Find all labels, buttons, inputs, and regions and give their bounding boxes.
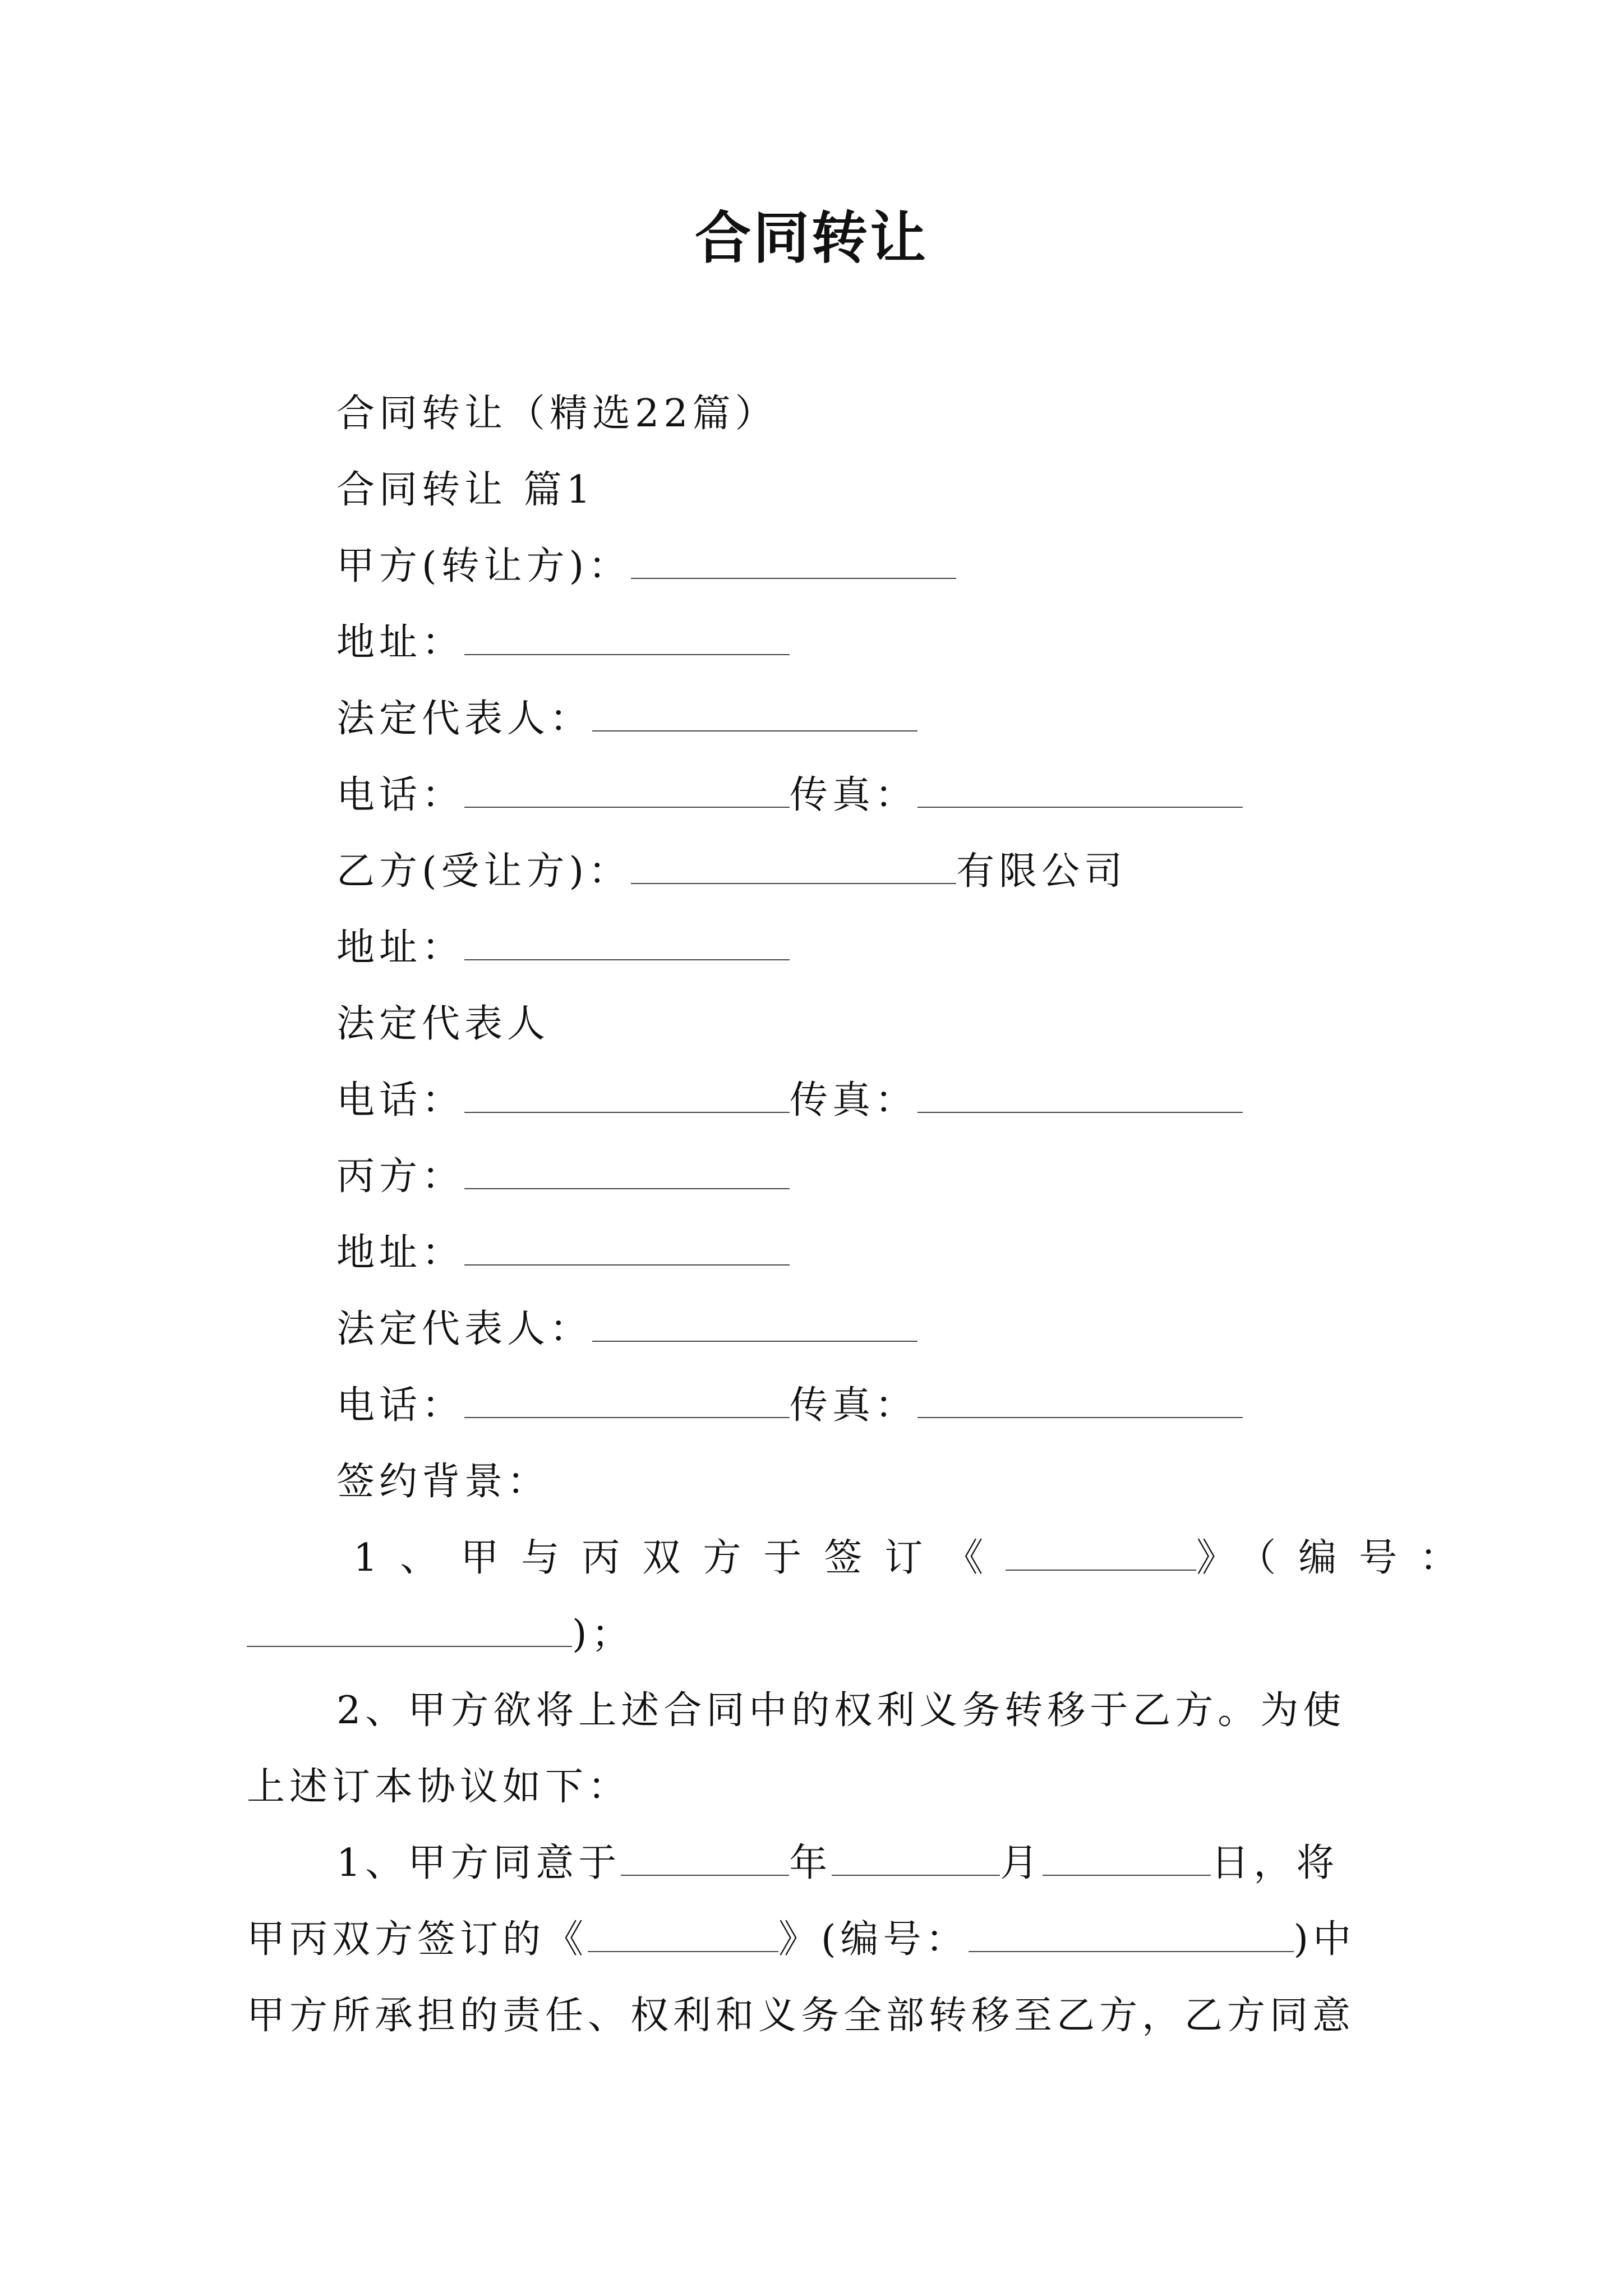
phone-label: 电话： [336,1078,465,1122]
phone-label: 电话： [336,1383,465,1428]
fax-label: 传真： [790,1383,918,1428]
party-c-contact-line [336,1378,1243,1434]
party-c-blank [464,1149,790,1189]
phone-blank [464,767,790,808]
background-item-1-end: )； [572,1612,634,1657]
party-b-suffix: 有限公司 [956,849,1127,894]
party-a-label: 甲方(转让方)： [336,544,631,588]
legal-rep-blank [592,691,917,731]
party-b-label: 乙方(受让方)： [336,849,631,894]
fax-blank [917,1073,1243,1113]
clause-1-l2-end: )中 [1293,1917,1356,1962]
contract-name-blank [1006,1530,1196,1571]
address-blank [464,1225,790,1266]
document-title: 合同转让 [695,205,928,271]
party-a-blank [631,539,956,579]
month-blank [832,1835,1000,1876]
party-c-label: 丙方： [336,1154,465,1199]
background-item-1-line-2 [247,1607,634,1663]
year-blank [621,1835,789,1876]
clause-1-line-3: 甲方所承担的责任、权利和义务全部转移至乙方，乙方同意 [247,1994,1355,2038]
contract-number-blank [969,1912,1294,1952]
party-a-line [336,539,956,595]
clause-1-line-1 [336,1835,1339,1892]
legal-rep-label: 法定代表人： [336,697,593,741]
party-c-line [336,1149,790,1205]
party-b-legal-rep-line [336,996,550,1052]
address-label: 地址： [336,1231,465,1275]
section-heading: 合同转让 篇1 [336,468,595,512]
document-subtitle: 合同转让（精选22篇） [336,392,778,436]
phone-label: 电话： [336,773,465,817]
party-b-line [336,844,1127,900]
background-item-1-mid: 》（编号： [1196,1536,1481,1580]
legal-rep-label: 法定代表人 [336,1002,550,1046]
contract-name-blank [588,1912,778,1952]
clause-1-start: 1、甲方同意于 [336,1841,621,1885]
legal-rep-blank [592,1301,917,1342]
background-item-2-line-1: 2、甲方欲将上述合同中的权利义务转移于乙方。为使 [336,1688,1346,1733]
clause-1-l2-mid: 》(编号： [778,1917,969,1962]
address-label: 地址： [336,926,465,970]
address-blank [464,615,790,655]
clause-1-line-2 [247,1912,1355,1968]
month-label: 月 [1000,1841,1043,1885]
party-a-address-line [336,615,790,671]
party-a-legal-rep-line [336,691,917,747]
background-item-1-start: 1、甲与丙双方于签订《 [353,1536,1006,1580]
day-blank [1043,1835,1211,1876]
fax-blank [917,1378,1243,1418]
party-c-address-line [336,1225,790,1281]
party-b-blank [631,844,956,884]
party-a-contact-line [336,767,1243,823]
address-blank [464,920,790,960]
day-label: 日，将 [1211,1841,1339,1885]
party-b-address-line [336,920,790,976]
phone-blank [464,1073,790,1113]
fax-label: 传真： [790,1078,918,1122]
legal-rep-label: 法定代表人： [336,1307,593,1351]
contract-number-blank [247,1607,572,1647]
background-item-2-line-2: 上述订本协议如下： [247,1765,631,1809]
party-c-legal-rep-line [336,1301,917,1358]
background-heading: 签约背景： [336,1460,550,1504]
clause-1-l2-start: 甲丙双方签订的《 [247,1917,588,1962]
party-b-contact-line [336,1073,1243,1129]
background-item-1-line-1 [353,1530,1480,1586]
fax-label: 传真： [790,773,918,817]
phone-blank [464,1378,790,1418]
year-label: 年 [789,1841,832,1885]
fax-blank [917,767,1243,808]
address-label: 地址： [336,620,465,665]
